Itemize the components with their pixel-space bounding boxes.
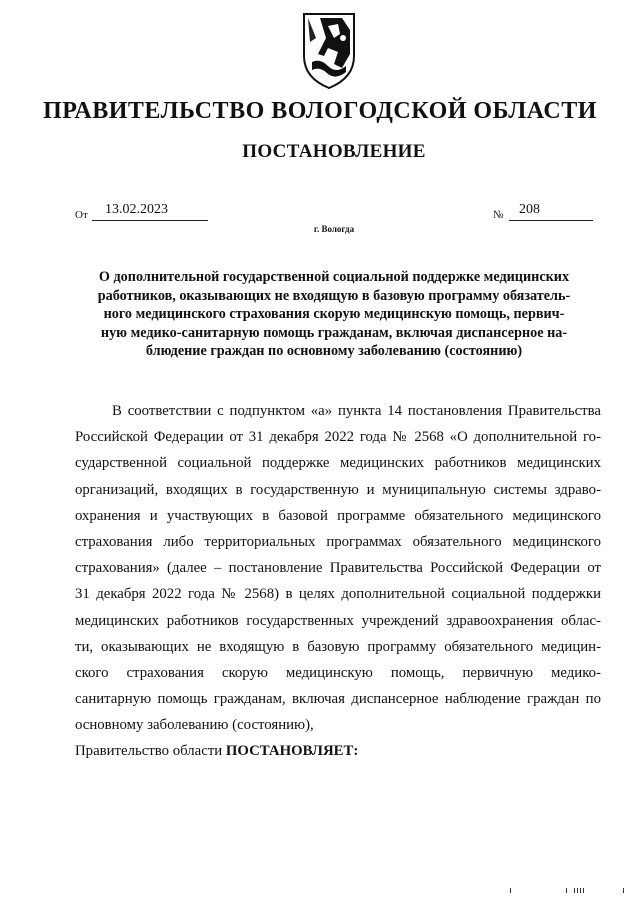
body-line: медицинских работников государственных учреждений здравоохранения облас- xyxy=(75,612,601,629)
number-prefix: № xyxy=(493,209,504,221)
coat-of-arms-icon xyxy=(298,8,360,92)
body-line: Российской Федерации от 31 декабря 2022 года № 2568 «О дополнительной го- xyxy=(75,429,601,446)
date-prefix: От xyxy=(75,209,88,221)
subject-line: ного медицинского страхования скорую медицинскую помощь, первич- xyxy=(103,306,565,322)
body-line: санитарную помощь гражданам, включая диспансерное наблюдение граждан по xyxy=(75,691,601,708)
resolve-word: ПОСТАНОВЛЯЕТ: xyxy=(225,743,359,760)
body-line: охранения и участвующих в базовой программе обязательного медицинского xyxy=(75,507,601,524)
document-number: 208 xyxy=(509,200,593,221)
city-label: г. Вологда xyxy=(313,224,355,234)
body-line: сударственной социальной поддержке медицинских работников медицинских xyxy=(75,455,601,472)
subject-line: О дополнительной государственной социальной поддержке медицинских xyxy=(98,269,570,285)
document-date: 13.02.2023 xyxy=(92,200,208,221)
scan-artifact-marks xyxy=(500,884,635,896)
document-subject xyxy=(64,268,604,361)
subject-line: блюдение граждан по основному заболеванию (состоянию) xyxy=(145,343,523,359)
body-line: основному заболеванию (состоянию), xyxy=(75,717,314,734)
body-line: страхования» (далее – постановление Правительства Российской Федерации от xyxy=(75,560,601,577)
resolve-clause xyxy=(75,738,601,764)
body-line: ского страхования скорую медицинскую помощь, первичную медико- xyxy=(75,664,601,681)
government-title: ПРАВИТЕЛЬСТВО ВОЛОГОДСКОЙ ОБЛАСТИ xyxy=(43,98,597,124)
resolve-prefix: Правительство области xyxy=(75,743,226,760)
subject-line: работников, оказывающих не входящую в базовую программу обязатель- xyxy=(97,287,571,304)
body-line: ти, оказывающих не входящую в базовую программу обязательного медицин- xyxy=(75,638,601,655)
body-line: 31 декабря 2022 года № 2568) в целях дополнительной социальной поддержки xyxy=(75,586,601,603)
body-line: организаций, входящих в государственную и муниципальную системы здраво- xyxy=(75,481,601,498)
body-line: В соответствии с подпунктом «а» пункта 14 постановления Правительства xyxy=(112,403,601,419)
subject-line: ную медико-санитарную помощь гражданам, включая диспансерное на- xyxy=(100,324,568,341)
document-type: ПОСТАНОВЛЕНИЕ xyxy=(242,141,426,162)
body-line: страхования либо территориальных программах обязательного медицинского xyxy=(75,533,601,550)
document-body xyxy=(75,398,601,765)
